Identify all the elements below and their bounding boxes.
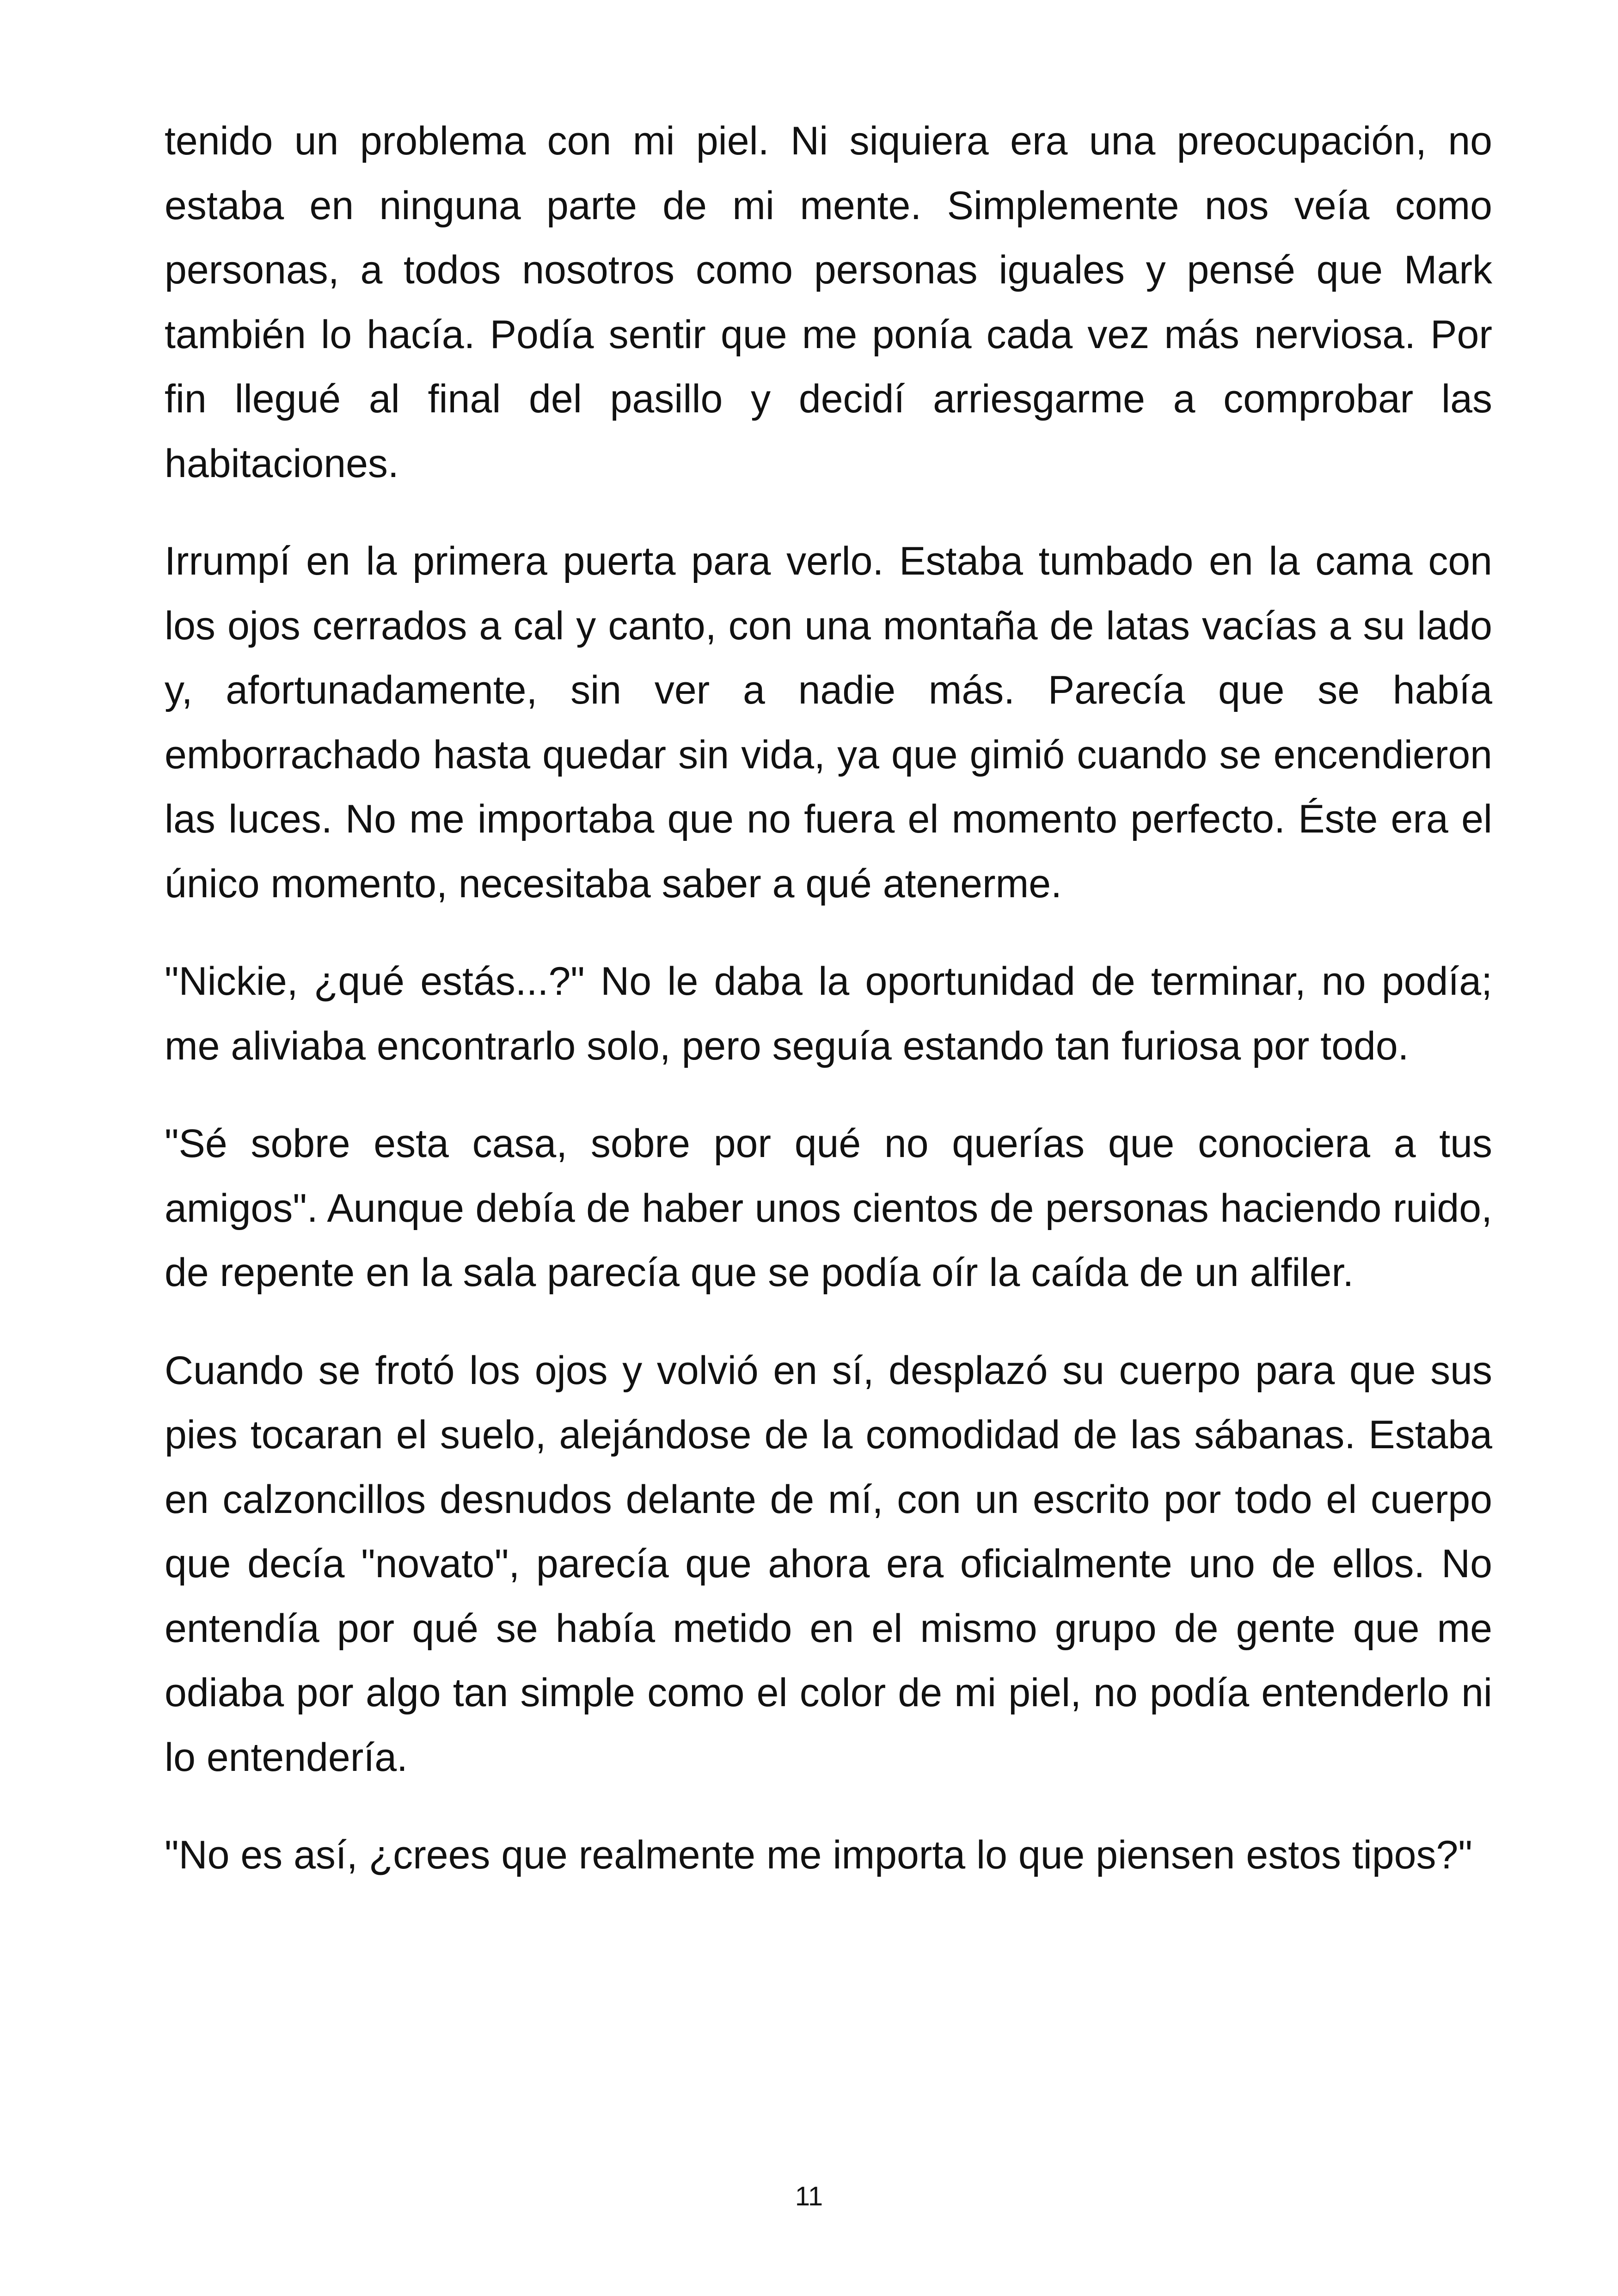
body-text bbox=[165, 109, 1492, 1921]
paragraph: "Sé sobre esta casa, sobre por qué no querías que conociera a tus amigos". Aunque debía de haber unos cientos de personas haciendo ruido, de repente en la sala parecía que se podía oír la caída de un alfiler. bbox=[165, 1121, 1492, 1295]
paragraph: Cuando se frotó los ojos y volvió en sí, desplazó su cuerpo para que sus pies tocaran el suelo, alejándose de la comodidad de las sábanas. Estaba en calzoncillos desnudos delante de mí, con un escrito por todo el cuerpo que decía "novato", parecía que ahora era oficialmente uno de ellos. No entendía por qué se había metido en el mismo grupo de gente que me odiaba por algo tan simple como el color de mi piel, no podía entenderlo ni lo entendería. bbox=[165, 1348, 1492, 1780]
paragraph: Irrumpí en la primera puerta para verlo. Estaba tumbado en la cama con los ojos cerrados a cal y canto, con una montaña de latas vacías a su lado y, afortunadamente, sin ver a nadie más. Parecía que se había emborrachado hasta quedar sin vida, ya que gimió cuando se encendieron las luces. No me importaba que no fuera el momento perfecto. Éste era el único momento, necesitaba saber a qué atenerme. bbox=[165, 539, 1492, 906]
paragraph: "Nickie, ¿qué estás...?" No le daba la oportunidad de terminar, no podía; me aliviaba encontrarlo solo, pero seguía estando tan furiosa por todo. bbox=[165, 959, 1492, 1068]
paragraph: tenido un problema con mi piel. Ni siquiera era una preocupación, no estaba en ninguna parte de mi mente. Simplemente nos veía como personas, a todos nosotros como personas iguales y pensé que Mark también lo hacía. Podía sentir que me ponía cada vez más nerviosa. Por fin llegué al final del pasillo y decidí arriesgarme a comprobar las habitaciones. bbox=[165, 119, 1492, 486]
page-number: 11 bbox=[795, 2181, 823, 2211]
paragraph: "No es así, ¿crees que realmente me importa lo que piensen estos tipos?" bbox=[165, 1833, 1472, 1877]
